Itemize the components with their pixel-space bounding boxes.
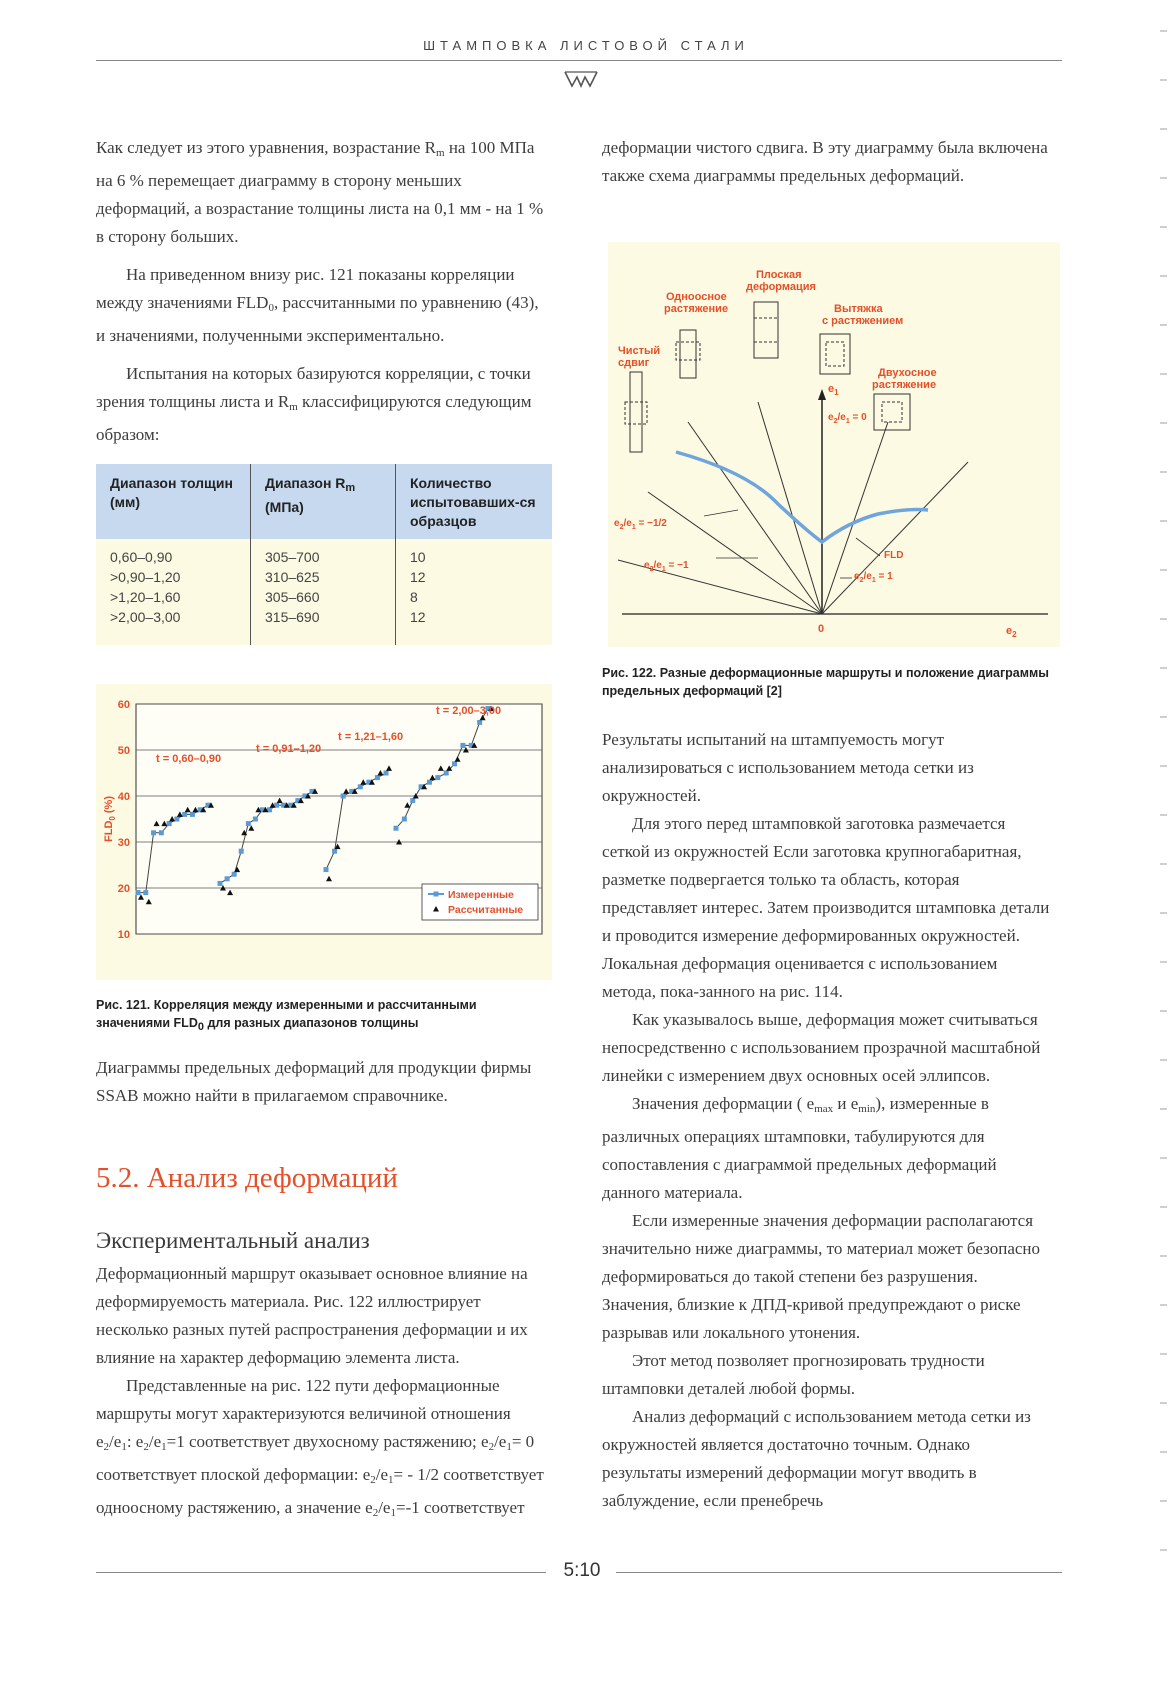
paragraph: Если измеренные значения деформации располагаются значительно ниже диаграммы, то материал может безопасно деформироваться до такой степени без разрушения. Значения, близкие к ДПД-кривой предупреждают о риске разрывав или локального утонения. bbox=[602, 1211, 1041, 1342]
stretch-shape bbox=[820, 334, 850, 374]
table-cell: 305–700 bbox=[265, 549, 320, 565]
y-tick-label: 60 bbox=[117, 699, 130, 711]
measured-point bbox=[143, 890, 148, 895]
legend-label-calculated: Рассчитанные bbox=[448, 904, 524, 916]
binding-marks bbox=[1160, 30, 1172, 1598]
measured-point bbox=[332, 849, 337, 854]
table-col-thickness bbox=[96, 539, 251, 645]
measured-point bbox=[452, 761, 457, 766]
table-cell: >0,90–1,20 bbox=[110, 569, 181, 585]
diagram-svg bbox=[608, 242, 1060, 647]
paragraph: Диаграммы предельных деформаций для продукции фирмы SSAB можно найти в прилагаемом справочнике. bbox=[96, 1058, 532, 1105]
table-cell: 12 bbox=[410, 569, 426, 585]
measured-point bbox=[384, 771, 389, 776]
paragraph: Испытания на которых базируются корреляции, с точки зрения толщины листа и $R_m$ классифицируются следующим образом: bbox=[96, 364, 532, 444]
fld-curve bbox=[676, 452, 928, 542]
paragraph: Значения деформации ( $e_{max}$ и $e_{min}$), измеренные в различных операциях штамповки, табулируются для сопоставления с диаграммой предельных деформаций данного материала. bbox=[602, 1094, 997, 1202]
paragraph: Для этого перед штамповкой заготовка размечается сеткой из окружностей Если заготовка крупногабаритная, разметке подвергается только та область, которая представляет интерес. Затем производится штамповка детали и проводится измерение деформированных окружностей. Локальная деформация оценивается с использованием метода, пока-занного на рис. 114. bbox=[602, 814, 1050, 1001]
measured-point bbox=[174, 817, 179, 822]
label-fld: FLD bbox=[884, 550, 904, 561]
measured-point bbox=[136, 890, 141, 895]
footer-rule-right bbox=[616, 1572, 1062, 1573]
subsection-heading: Экспериментальный анализ bbox=[96, 1228, 370, 1253]
ranges-table bbox=[96, 464, 552, 645]
paragraph: Деформационный маршрут оказывает основное влияние на деформируемость материала. Рис. 122 иллюстрирует несколько разных путей распространения деформации и их влияние на характер деформацию элемента листа. bbox=[96, 1264, 528, 1367]
measured-point bbox=[190, 812, 195, 817]
y-tick-label: 10 bbox=[117, 929, 130, 941]
path-uniaxial bbox=[688, 422, 822, 614]
table-header-rm: Диапазон $R_m$ (МПа) bbox=[251, 464, 396, 539]
measured-point bbox=[324, 867, 329, 872]
measured-point bbox=[167, 821, 172, 826]
measured-point bbox=[410, 798, 415, 803]
table-cell: 10 bbox=[410, 549, 426, 565]
section-heading: 5.2. Анализ деформаций bbox=[96, 1162, 398, 1194]
table-cell: >1,20–1,60 bbox=[110, 589, 181, 605]
paragraph: деформации чистого сдвига. В эту диаграмму была включена также схема диаграммы предельных деформаций. bbox=[602, 138, 1048, 185]
measured-point bbox=[151, 830, 156, 835]
table-col-rm bbox=[251, 539, 396, 645]
thickness-annotation: t = 1,21–1,60 bbox=[338, 731, 404, 743]
table-header-thickness: Диапазон толщин (мм) bbox=[96, 464, 251, 539]
y-tick-label: 40 bbox=[117, 791, 130, 803]
table-cell: 12 bbox=[410, 609, 426, 625]
label-ratio-m1: $e_2/e_1 = -1$ bbox=[644, 560, 689, 573]
figure-122-caption: Рис. 122. Разные деформационные маршруты и положение диаграммы предельных деформаций [2] bbox=[602, 666, 1049, 698]
table-cell: >2,00–3,00 bbox=[110, 609, 181, 625]
measured-point bbox=[218, 881, 223, 886]
figure-121-caption: Рис. 121. Корреляция между измеренными и рассчитанными значениями FLD0 для разных диапазонов толщины bbox=[96, 998, 477, 1033]
paragraph: Этот метод позволяет прогнозировать трудности штамповки деталей любой формы. bbox=[602, 1351, 985, 1398]
label-e1: $e_1$ bbox=[828, 383, 839, 397]
label-e2: $e_2$ bbox=[1006, 625, 1017, 639]
label-pure-shear: Чистый сдвиг bbox=[618, 345, 661, 369]
measured-point bbox=[358, 784, 363, 789]
label-ratio-0: $e_2/e_1 = 0$ bbox=[828, 412, 867, 425]
label-origin: 0 bbox=[818, 623, 825, 635]
measured-point bbox=[460, 743, 465, 748]
table-cell: 315–690 bbox=[265, 609, 320, 625]
thickness-annotation: t = 2,00–3,00 bbox=[436, 705, 502, 717]
legend-label-measured: Измеренные bbox=[448, 889, 514, 901]
label-biaxial: Двухосное растяжение bbox=[872, 367, 937, 391]
label-ratio-m12: $e_2/e_1 = -1/2$ bbox=[614, 518, 667, 531]
page-number: 5:10 bbox=[563, 1560, 601, 1581]
path-stretch bbox=[822, 422, 888, 614]
measured-point bbox=[394, 826, 399, 831]
measured-point bbox=[427, 780, 432, 785]
measured-point bbox=[225, 876, 230, 881]
measured-point bbox=[444, 771, 449, 776]
measured-point bbox=[159, 830, 164, 835]
measured-point bbox=[253, 817, 258, 822]
label-stretch: Вытяжка с растяжением bbox=[822, 303, 904, 327]
strain-path-diagram bbox=[608, 242, 1060, 647]
ssab-logo-icon bbox=[563, 68, 599, 90]
y-tick-label: 20 bbox=[117, 883, 130, 895]
paragraph: На приведенном внизу рис. 121 показаны корреляции между значениями $FLD_0$, рассчитанными по уравнению (43), и значениями, полученными экспериментально. bbox=[96, 265, 539, 345]
thickness-annotation: t = 0,91–1,20 bbox=[256, 743, 322, 755]
measured-point bbox=[246, 821, 251, 826]
legend-marker-measured bbox=[434, 892, 439, 897]
measured-point bbox=[232, 872, 237, 877]
plane-strain-shape bbox=[754, 302, 778, 358]
biaxial-shape bbox=[874, 394, 910, 430]
measured-point bbox=[239, 849, 244, 854]
running-header: ШТАМПОВКА ЛИСТОВОЙ СТАЛИ bbox=[423, 38, 749, 53]
table-col-count bbox=[396, 539, 553, 645]
left-column bbox=[96, 134, 544, 449]
table-cell: 305–660 bbox=[265, 589, 320, 605]
pure-shear-shape bbox=[630, 372, 642, 452]
table-cell: 8 bbox=[410, 589, 418, 605]
uniaxial-shape bbox=[680, 330, 696, 378]
header-rule bbox=[96, 60, 1062, 61]
paragraph: Представленные на рис. 122 пути деформационные маршруты могут характеризуются величиной отношения $e_2/e_1$: $e_2/e_1=1$ соответствует двухосному растяжению; $e_2/e_1= 0$ соответствует плоской деформации: $e_2/e_1= - 1/2$ соответствует одноосному растяжению, а значение $e_2/e_1=-1$ соответствует bbox=[96, 1376, 544, 1519]
path-mid-left bbox=[758, 402, 822, 614]
thickness-annotation: t = 0,60–0,90 bbox=[156, 753, 222, 765]
paragraph: Результаты испытаний на штампуемость могут анализироваться с использованием метода сетки из окружностей. bbox=[602, 730, 974, 805]
y-tick-label: 50 bbox=[117, 745, 130, 757]
footer-rule-left bbox=[96, 1572, 546, 1573]
table-header-count: Количество испытовавших-ся образцов bbox=[396, 464, 553, 539]
label-plane: Плоская деформация bbox=[746, 269, 816, 293]
fld-correlation-chart bbox=[96, 684, 552, 980]
measured-point bbox=[402, 817, 407, 822]
y-axis-label: $FLD_0$ (%) bbox=[103, 795, 117, 843]
measured-point bbox=[341, 794, 346, 799]
measured-point bbox=[375, 775, 380, 780]
measured-point bbox=[477, 720, 482, 725]
measured-point bbox=[435, 775, 440, 780]
label-uniaxial: Одноосное растяжение bbox=[664, 291, 729, 315]
label-ratio-1: $e_2/e_1 = 1$ bbox=[854, 571, 893, 584]
y-tick-label: 30 bbox=[117, 837, 130, 849]
table-cell: 310–625 bbox=[265, 569, 320, 585]
table-cell: 0,60–0,90 bbox=[110, 549, 173, 565]
chart-svg bbox=[96, 684, 552, 980]
paragraph: Анализ деформаций с использованием метода сетки из окружностей является достаточно точным. Однако результаты измерений деформации могут вводить в заблуждение, если пренебречь bbox=[602, 1407, 1031, 1510]
path-biaxial bbox=[822, 462, 968, 614]
ranges-table-box bbox=[96, 464, 552, 645]
paragraph: Как указывалось выше, деформация может считываться непосредственно с использованием прозрачной масштабной линейки с измерением двух основных осей эллипсов. bbox=[602, 1010, 1041, 1085]
measured-point bbox=[182, 812, 187, 817]
paragraph: Как следует из этого уравнения, возрастание $R_m$ на 100 МПа на 6 % перемещает диаграмму в сторону меньших деформаций, а возрастание толщины листа на 0,1 мм - на 1 % в сторону больших. bbox=[96, 138, 544, 246]
